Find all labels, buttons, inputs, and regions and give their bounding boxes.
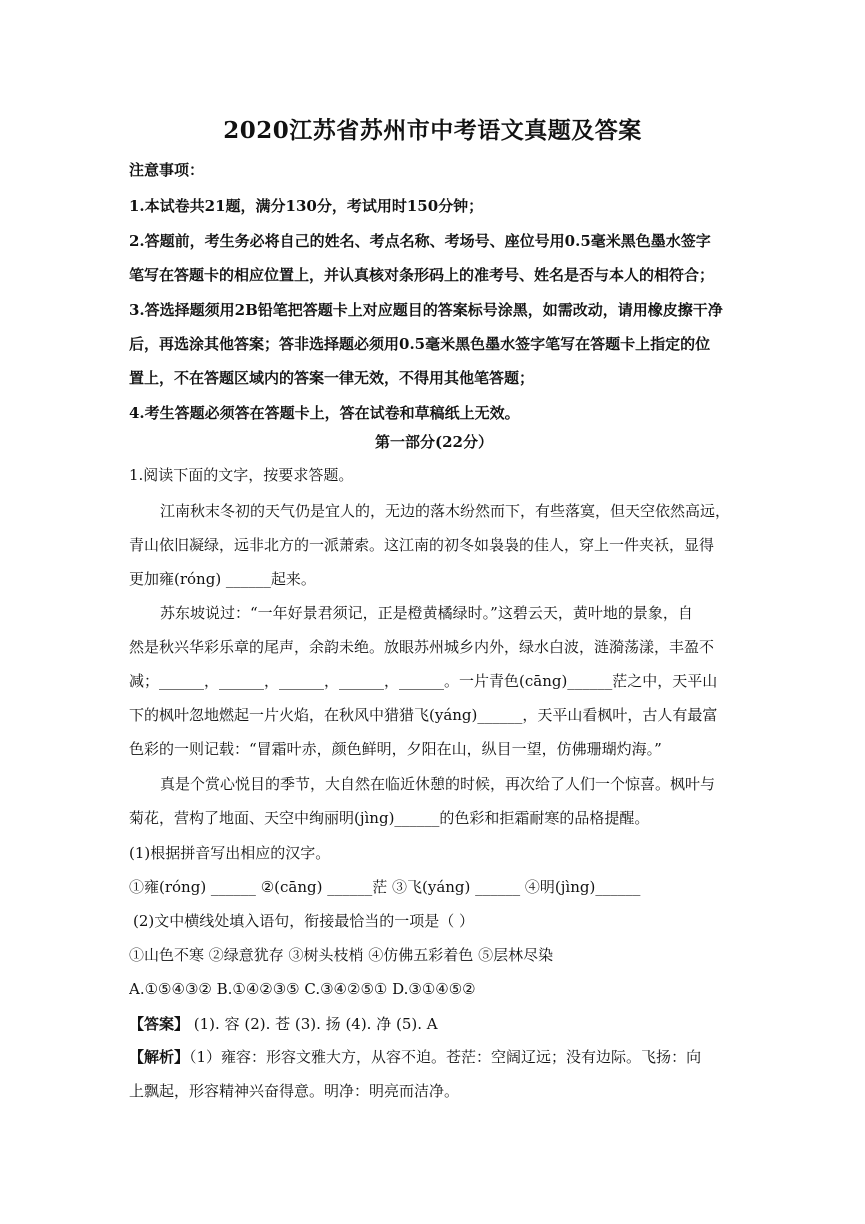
notice-line: 4.考生答题必须答在答题卡上，答在试卷和草稿纸上无效。 <box>129 404 520 422</box>
document-title: 2020江苏省苏州市中考语文真题及答案 <box>223 117 642 144</box>
passage-line: 菊花，营构了地面、天空中绚丽明(jìng)______的色彩和拒霜耐寒的品格提醒。 <box>129 809 650 827</box>
section-label: 【解析】 <box>129 1048 190 1066</box>
notice-line: 后，再选涂其他答案；答非选择题必须用0.5毫米黑色墨水签字笔写在答题卡上指定的位 <box>129 335 711 353</box>
passage-line: 下的枫叶忽地燃起一片火焰，在秋风中猎猎飞(yáng)______，天平山看枫叶，古人有最富 <box>129 706 718 724</box>
passage-line: 真是个赏心悦目的季节，大自然在临近休憩的时候，再次给了人们一个惊喜。枫叶与 <box>160 775 716 793</box>
passage-line: 减；______，______，______，______，______。一片青色(cāng)______茫之中，天平山 <box>129 672 718 690</box>
notice-line: 1.本试卷共21题，满分130分，考试用时150分钟； <box>129 197 484 215</box>
answer-line: 【答案】 (1). 容 (2). 苍 (3). 扬 (4). 净 (5). A <box>129 1015 438 1033</box>
question-stem: 1.阅读下面的文字，按要求答题。 <box>129 466 354 484</box>
sub-question-items: ①山色不寒 ②绿意犹存 ③树头枝梢 ④仿佛五彩着色 ⑤层林尽染 <box>129 946 554 964</box>
section-title: 第一部分(22分） <box>375 433 493 451</box>
sub-question: (1)根据拼音写出相应的汉字。 <box>129 844 331 862</box>
notice-line: 3.答选择题须用2B铅笔把答题卡上对应题目的答案标号涂黑，如需改动，请用橡皮擦干净 <box>129 301 723 319</box>
passage-line: 然是秋兴华彩乐章的尾声，余韵未绝。放眼苏州城乡内外，绿水白波，涟漪荡漾，丰盈不 <box>129 638 715 656</box>
notice-line: 笔写在答题卡的相应位置上，并认真核对条形码上的准考号、姓名是否与本人的相符合； <box>129 266 715 284</box>
passage-line: 苏东坡说过：“一年好景君须记，正是橙黄橘绿时。”这碧云天，黄叶地的景象，自 <box>160 604 693 622</box>
analysis-line: 【解析】（1）雍容：形容文雅大方，从容不迫。苍茫：空阔辽远；没有边际。飞扬：向 <box>129 1048 702 1066</box>
passage-line: 更加雍(róng) ______起来。 <box>129 570 316 588</box>
sub-question-blanks: ①雍(róng) ______ ②(cāng) ______茫 ③飞(yáng) ______ ④明(jìng)______ <box>129 878 641 896</box>
notice-line: 置上，不在答题区域内的答案一律无效，不得用其他笔答题； <box>129 369 535 387</box>
sub-question-options: A.①⑤④③② B.①④②③⑤ C.③④②⑤① D.③①④⑤② <box>129 980 476 998</box>
notice-line: 2.答题前，考生务必将自己的姓名、考点名称、考场号、座位号用0.5毫米黑色墨水签字 <box>129 232 711 250</box>
passage-line: 青山依旧凝绿，远非北方的一派萧索。这江南的初冬如袅袅的佳人，穿上一件夹袄，显得 <box>129 536 715 554</box>
notice-heading: 注意事项： <box>129 161 205 179</box>
section-label: 【答案】 <box>129 1015 190 1033</box>
analysis-line: 上飘起，形容精神兴奋得意。明净：明亮而洁净。 <box>129 1082 460 1100</box>
passage-line: 江南秋末冬初的天气仍是宜人的，无边的落木纷然而下，有些落寞，但天空依然高远， <box>160 502 731 520</box>
passage-line: 色彩的一则记载：“冒霜叶赤，颜色鲜明，夕阳在山，纵目一望，仿佛珊瑚灼海。” <box>129 740 662 758</box>
sub-question: (2)文中横线处填入语句，衔接最恰当的一项是（ ） <box>133 912 475 930</box>
